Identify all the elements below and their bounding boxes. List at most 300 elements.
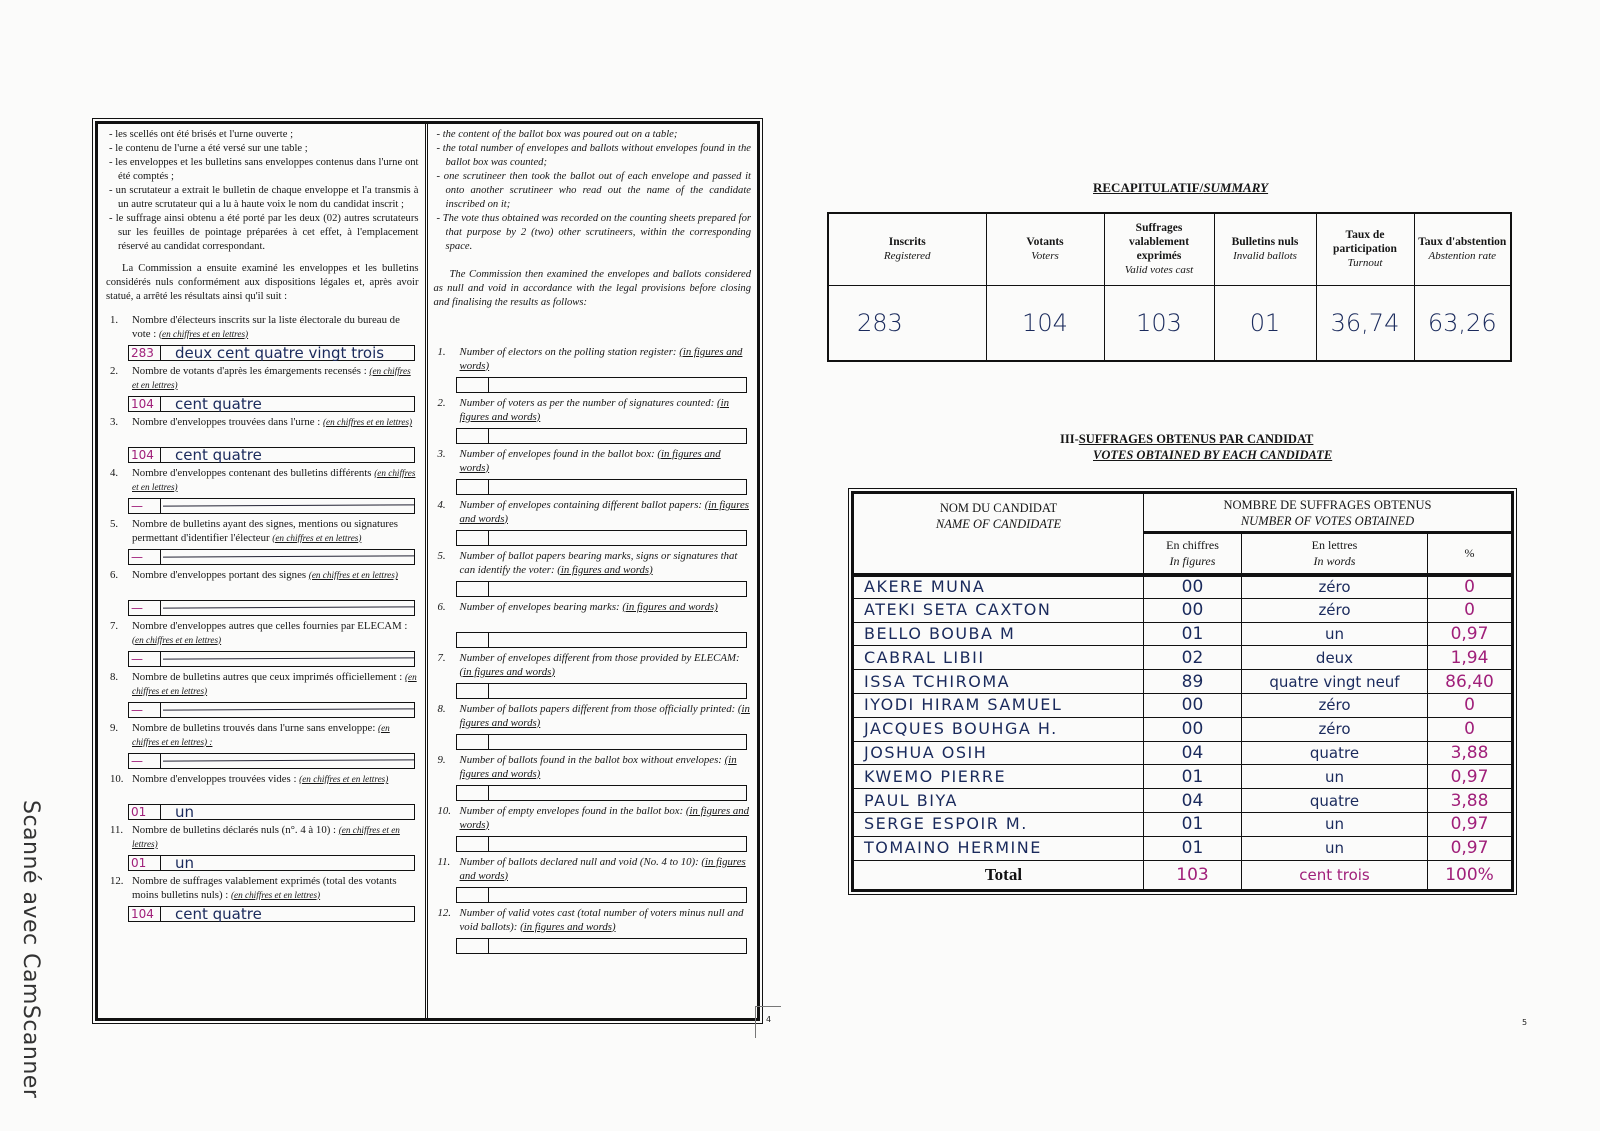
result-item [434, 754, 752, 805]
candidate-row [853, 598, 1513, 622]
item-text: Number of ballots found in the ballot box without envelopes: [459, 754, 722, 766]
procedure-bullet: - les enveloppes et les bulletins sans enveloppes contenus dans l'urne ont été comptés ; [106, 156, 419, 184]
answer-box[interactable] [456, 887, 748, 903]
item-number: 9. [110, 722, 119, 734]
item-text: Nombre d'enveloppes autres que celles fournies par ELECAM : [132, 620, 408, 632]
item-number: 1. [110, 314, 119, 326]
figures-field[interactable]: — [129, 601, 161, 615]
english-column [428, 124, 758, 1018]
answer-box[interactable] [128, 396, 415, 412]
candidate-row [853, 646, 1513, 670]
item-question [434, 448, 752, 475]
page-number-5: 5 [1522, 1018, 1528, 1027]
total-row [853, 860, 1513, 890]
item-number: 3. [110, 416, 119, 428]
item-number: 7. [437, 652, 446, 664]
item-question [106, 365, 419, 392]
figures-field[interactable] [457, 939, 489, 953]
votes-figures: 01 [1144, 622, 1242, 646]
item-question [434, 346, 752, 373]
votes-figures: 00 [1144, 598, 1242, 622]
figures-field[interactable]: — [129, 754, 161, 768]
item-question [434, 550, 752, 577]
item-text: Nombre d'enveloppes contenant des bulletins différents [132, 467, 372, 479]
answer-box[interactable] [128, 651, 415, 667]
words-field[interactable] [489, 633, 747, 647]
votes-percent: 0 [1428, 598, 1513, 622]
item-question [434, 601, 752, 615]
figures-field[interactable]: 104 [129, 907, 161, 921]
item-question [106, 416, 419, 430]
result-item [106, 824, 419, 875]
item-text: Nombre de suffrages valablement exprimés (total des votants moins bulletins nuls) : [132, 875, 397, 901]
item-question [434, 499, 752, 526]
candidate-name: KWEMO PIERRE [853, 765, 1144, 789]
words-field[interactable]: un [175, 854, 195, 872]
answer-box[interactable] [128, 498, 415, 514]
total-figures: 103 [1144, 860, 1242, 890]
candidate-name: IYODI HIRAM SAMUEL [853, 693, 1144, 717]
item-text: Nombre de bulletins autres que ceux imprimés officiellement : [132, 671, 403, 683]
item-question [434, 754, 752, 781]
result-item [434, 550, 752, 601]
votes-percent: 0,97 [1428, 622, 1513, 646]
item-question [434, 703, 752, 730]
item-number: 12. [437, 907, 451, 919]
votes-figures: 01 [1144, 836, 1242, 860]
answer-box[interactable] [456, 632, 748, 648]
summary-header-voters: Votants Voters [986, 213, 1104, 285]
votes-figures: 00 [1144, 575, 1242, 599]
item-text: Nombre d'enveloppes portant des signes [132, 569, 307, 581]
votes-words: deux [1242, 646, 1428, 670]
votes-words: un [1242, 765, 1428, 789]
item-hint: (in figures and words) [520, 920, 616, 933]
figures-field[interactable]: 01 [129, 856, 161, 870]
french-result-items [106, 314, 419, 926]
candidate-votes-table [851, 491, 1514, 892]
procedure-bullet: - one scrutineer then took the ballot out of each envelope and passed it onto another scrutineer who read out the name of the candidate inscribed on it; [434, 170, 752, 212]
result-item [434, 805, 752, 856]
candidate-name: TOMAINO HERMINE [853, 836, 1144, 860]
answer-box[interactable] [128, 345, 415, 361]
summary-title-en: SUMMARY [1203, 180, 1269, 195]
item-text: Nombre de bulletins ayant des signes, mentions ou signatures permettant d'identifier l'électeur [132, 518, 398, 544]
result-item [106, 314, 419, 365]
procedure-bullet: - the content of the ballot box was poured out on a table; [434, 128, 752, 142]
words-field[interactable] [489, 786, 747, 800]
votes-words: zéro [1242, 598, 1428, 622]
item-number: 11. [437, 856, 451, 868]
words-field[interactable]: deux cent quatre vingt trois [175, 344, 385, 362]
item-question [106, 824, 419, 851]
result-item [434, 601, 752, 652]
summary-header-invalid: Bulletins nuls Invalid ballots [1214, 213, 1316, 285]
item-hint: (en chiffres et en lettres) [132, 672, 417, 696]
votes-figures: 89 [1144, 670, 1242, 694]
words-field[interactable] [489, 837, 747, 851]
french-commission-paragraph: La Commission a ensuite examiné les enveloppes et les bulletins considérés nuls conformément aux dispositions légales et, après avoir statué, a arrêté les résultats ainsi qu'il suit : [106, 263, 419, 302]
words-field[interactable] [489, 888, 747, 902]
words-field[interactable] [489, 480, 747, 494]
procedure-bullet: - le suffrage ainsi obtenu a été porté par les deux (02) autres scrutateurs sur les feuilles de pointage préparées à cet effet, à l'emplacement réservé au candidat correspondant. [106, 212, 419, 254]
answer-box[interactable] [456, 938, 748, 954]
item-text: Nombre d'enveloppes trouvées dans l'urne : [132, 416, 321, 428]
candidates-section-title [1060, 431, 1332, 463]
candidate-name: ATEKI SETA CAXTON [853, 598, 1144, 622]
item-text: Number of valid votes cast (total number of voters minus null and void ballots): [459, 907, 744, 933]
words-field[interactable] [161, 499, 414, 513]
candidate-row [853, 575, 1513, 599]
item-text: Nombre de votants d'après les émargements recensés : [132, 365, 367, 377]
answer-box[interactable] [128, 702, 415, 718]
result-item [106, 620, 419, 671]
votes-words: quatre [1242, 789, 1428, 813]
item-text: Number of envelopes containing different ballot papers: [459, 499, 702, 511]
total-percent: 100% [1428, 860, 1513, 890]
valid-votes-value: 103 [1104, 285, 1214, 361]
procedure-bullet: - The vote thus obtained was recorded on the counting sheets prepared for that purpose by 2 (two) other scrutineers, within the corresponding space. [434, 212, 752, 254]
answer-box[interactable] [456, 836, 748, 852]
words-field[interactable] [489, 378, 747, 392]
words-field[interactable] [489, 429, 747, 443]
summary-values-row [828, 285, 1511, 361]
votes-percent: 3,88 [1428, 741, 1513, 765]
item-number: 5. [437, 550, 446, 562]
voters-value: 104 [986, 285, 1104, 361]
votes-words: quatre vingt neuf [1242, 670, 1428, 694]
camscanner-watermark: Scanné avec CamScanner [18, 800, 43, 1099]
result-item [434, 652, 752, 703]
summary-header-row [828, 213, 1511, 285]
item-hint: (en chiffres et en lettres) [132, 366, 411, 390]
item-hint: (en chiffres et en lettres) : [132, 723, 390, 747]
words-field[interactable] [161, 703, 414, 717]
votes-words: zéro [1242, 575, 1428, 599]
header-in-figures: En chiffres In figures [1144, 533, 1242, 575]
procedure-bullet: - les scellés ont été brisés et l'urne ouverte ; [106, 128, 419, 142]
item-hint: (en chiffres et en lettres) [132, 468, 416, 492]
summary-header-abstention: Taux d'abstention Abstention rate [1414, 213, 1511, 285]
item-hint: (en chiffres et en lettres) [132, 634, 222, 645]
item-number: 12. [110, 875, 124, 887]
votes-words: zéro [1242, 717, 1428, 741]
votes-figures: 00 [1144, 717, 1242, 741]
votes-words: un [1242, 836, 1428, 860]
left-page-form [95, 121, 760, 1021]
item-hint: (en chiffres et en lettres) [299, 774, 389, 784]
item-text: Number of empty envelopes found in the ballot box: [459, 805, 684, 817]
item-question [106, 518, 419, 545]
item-question [106, 314, 419, 341]
result-item [434, 703, 752, 754]
words-field[interactable]: un [175, 803, 195, 821]
item-number: 2. [437, 397, 446, 409]
result-item [106, 569, 419, 620]
item-hint: (in figures and words) [459, 805, 750, 831]
words-field[interactable] [161, 601, 414, 615]
words-field[interactable]: cent quatre [175, 446, 262, 464]
item-hint: (in figures and words) [459, 665, 555, 678]
votes-words: un [1242, 622, 1428, 646]
votes-percent: 0 [1428, 575, 1513, 599]
votes-percent: 3,88 [1428, 789, 1513, 813]
words-field[interactable] [489, 939, 747, 953]
english-commission-paragraph: The Commission then examined the envelopes and ballots considered as null and void in accordance with the legal provisions before closing and finalising the results as follows: [433, 269, 751, 308]
votes-percent: 1,94 [1428, 646, 1513, 670]
abstention-value: 63,26 [1414, 285, 1511, 361]
item-question [106, 671, 419, 698]
result-item [106, 518, 419, 569]
answer-box[interactable] [456, 581, 748, 597]
item-question [434, 397, 752, 424]
turnout-value: 36,74 [1316, 285, 1414, 361]
answer-box[interactable] [456, 428, 748, 444]
item-hint: (in figures and words) [459, 754, 737, 780]
item-number: 6. [437, 601, 446, 613]
english-result-items [434, 346, 752, 958]
item-question [106, 569, 419, 583]
figures-field[interactable] [457, 786, 489, 800]
item-hint: (en chiffres et en lettres) [308, 570, 398, 580]
item-number: 9. [437, 754, 446, 766]
answer-box[interactable] [456, 479, 748, 495]
header-percent: % [1428, 533, 1513, 575]
header-in-words: En lettres In words [1242, 533, 1428, 575]
words-field[interactable] [161, 652, 414, 666]
figures-field[interactable] [457, 735, 489, 749]
votes-percent: 0,97 [1428, 836, 1513, 860]
candidate-row [853, 622, 1513, 646]
figures-field[interactable] [457, 684, 489, 698]
page-number-4: 4 [755, 1006, 781, 1038]
candidate-name: PAUL BIYA [853, 789, 1144, 813]
item-question [106, 620, 419, 647]
result-item [106, 722, 419, 773]
result-item [434, 856, 752, 907]
figures-field[interactable]: 104 [129, 397, 161, 411]
candidate-row [853, 789, 1513, 813]
item-hint: (in figures and words) [459, 397, 729, 423]
answer-box[interactable] [128, 447, 415, 463]
result-item [434, 397, 752, 448]
item-text: Number of ballots papers different from those officially printed: [459, 703, 736, 715]
words-field[interactable] [161, 754, 414, 768]
item-question [106, 467, 419, 494]
figures-field[interactable]: — [129, 703, 161, 717]
words-field[interactable]: cent quatre [175, 905, 262, 923]
item-text: Nombre d'électeurs inscrits sur la liste électorale du bureau de vote : [132, 314, 400, 340]
candidate-row [853, 836, 1513, 860]
item-hint: (en chiffres et en lettres) [323, 417, 413, 427]
item-hint: (en chiffres et en lettres) [230, 889, 321, 900]
answer-box[interactable] [128, 549, 415, 565]
candidate-row [853, 670, 1513, 694]
answer-box[interactable] [456, 377, 748, 393]
item-text: Number of envelopes different from those provided by ELECAM: [459, 652, 740, 664]
words-field[interactable] [489, 735, 747, 749]
answer-box[interactable] [128, 906, 415, 922]
total-label: Total [853, 860, 1144, 890]
candidate-name: CABRAL LIBII [853, 646, 1144, 670]
item-text: Nombre d'enveloppes trouvées vides : [132, 773, 297, 785]
answer-box[interactable] [456, 734, 748, 750]
answer-box[interactable] [456, 785, 748, 801]
item-number: 7. [110, 620, 119, 632]
item-question [106, 875, 419, 902]
item-number: 2. [110, 365, 119, 377]
figures-field[interactable]: 283 [129, 346, 161, 360]
item-number: 5. [110, 518, 119, 530]
procedure-bullet: - le contenu de l'urne a été versé sur une table ; [106, 142, 419, 156]
votes-figures: 04 [1144, 789, 1242, 813]
item-question [434, 652, 752, 679]
item-text: Number of ballots declared null and void (No. 4 to 10): [459, 856, 699, 868]
figures-field[interactable] [457, 531, 489, 545]
candidate-row [853, 717, 1513, 741]
figures-field[interactable] [457, 480, 489, 494]
item-hint: (en chiffres et en lettres) [272, 532, 362, 543]
figures-field[interactable] [457, 888, 489, 902]
candidate-rows [853, 575, 1513, 891]
result-item [106, 773, 419, 824]
section-number: III- [1060, 432, 1079, 446]
item-question [106, 773, 419, 787]
votes-words: zéro [1242, 693, 1428, 717]
votes-percent: 86,40 [1428, 670, 1513, 694]
total-words: cent trois [1242, 860, 1428, 890]
votes-figures: 02 [1144, 646, 1242, 670]
answer-box[interactable] [128, 753, 415, 769]
votes-words: un [1242, 812, 1428, 836]
item-text: Number of envelopes found in the ballot box: [459, 448, 655, 460]
result-item [434, 448, 752, 499]
item-number: 8. [437, 703, 446, 715]
figures-field[interactable] [457, 429, 489, 443]
words-field[interactable]: cent quatre [175, 395, 262, 413]
candidate-name: ISSA TCHIROMA [853, 670, 1144, 694]
figures-field[interactable] [457, 378, 489, 392]
item-number: 8. [110, 671, 119, 683]
summary-title-fr: RECAPITULATIF/ [1093, 180, 1204, 195]
item-question [434, 805, 752, 832]
registered-value: 283 [828, 285, 986, 361]
table-header-row [853, 493, 1513, 533]
result-item [434, 346, 752, 397]
votes-figures: 01 [1144, 765, 1242, 789]
result-item [106, 875, 419, 926]
candidate-name: SERGE ESPOIR M. [853, 812, 1144, 836]
procedure-bullet: - un scrutateur a extrait le bulletin de chaque enveloppe et l'a transmis à un autre scrutateur qui a lu à haute voix le nom du candidat inscrit ; [106, 184, 419, 212]
result-item [106, 467, 419, 518]
procedure-bullet: - the total number of envelopes and ballots without envelopes found in the ballot box was counted; [434, 142, 752, 170]
item-text: Number of electors on the polling station register: [459, 346, 677, 358]
summary-header-valid-votes: Suffrages valablement exprimés Valid votes cast [1104, 213, 1214, 285]
result-item [106, 365, 419, 416]
figures-field[interactable] [457, 633, 489, 647]
item-number: 10. [110, 773, 124, 785]
figures-field[interactable]: 104 [129, 448, 161, 462]
votes-figures: 01 [1144, 812, 1242, 836]
item-number: 4. [437, 499, 446, 511]
candidate-row [853, 693, 1513, 717]
item-hint: (in figures and words) [459, 703, 750, 729]
item-hint: (in figures and words) [459, 448, 721, 474]
summary-header-turnout: Taux de participation Turnout [1316, 213, 1414, 285]
result-item [434, 499, 752, 550]
section-title-fr: SUFFRAGES OBTENUS PAR CANDIDAT [1078, 432, 1314, 446]
english-procedure-list [434, 128, 752, 254]
words-field[interactable] [489, 531, 747, 545]
votes-words: quatre [1242, 741, 1428, 765]
invalid-ballots-value: 01 [1214, 285, 1316, 361]
figures-field[interactable] [457, 837, 489, 851]
candidate-row [853, 765, 1513, 789]
answer-box[interactable] [456, 530, 748, 546]
item-hint: (en chiffres et en lettres) [132, 825, 400, 849]
words-field[interactable] [489, 684, 747, 698]
item-question [434, 907, 752, 934]
result-item [106, 416, 419, 467]
words-field[interactable] [161, 550, 414, 564]
result-item [434, 907, 752, 958]
item-text: Number of envelopes bearing marks: [459, 601, 620, 613]
item-hint: (in figures and words) [459, 856, 746, 882]
votes-percent: 0,97 [1428, 765, 1513, 789]
header-votes-obtained: NOMBRE DE SUFFRAGES OBTENUS NUMBER OF VOTES OBTAINED [1144, 493, 1513, 533]
votes-figures: 00 [1144, 693, 1242, 717]
summary-header-registered: Inscrits Registered [828, 213, 986, 285]
answer-box[interactable] [456, 683, 748, 699]
item-hint: (in figures and words) [459, 346, 743, 372]
votes-percent: 0,97 [1428, 812, 1513, 836]
figures-field[interactable]: — [129, 652, 161, 666]
section-title-en: VOTES OBTAINED BY EACH CANDIDATE [1093, 448, 1333, 462]
candidate-name: JACQUES BOUHGA H. [853, 717, 1144, 741]
item-question [106, 722, 419, 749]
answer-box[interactable] [128, 804, 415, 820]
item-hint: (in figures and words) [557, 563, 653, 576]
summary-table [827, 212, 1512, 362]
item-number: 10. [437, 805, 451, 817]
item-number: 11. [110, 824, 124, 836]
votes-percent: 0 [1428, 717, 1513, 741]
item-hint: (in figures and words) [459, 499, 749, 525]
item-hint: (en chiffres et en lettres) [159, 328, 249, 339]
item-text: Nombre de bulletins déclarés nuls (n°. 4 à 10) : [132, 824, 337, 836]
item-number: 1. [437, 346, 446, 358]
answer-box[interactable] [128, 855, 415, 871]
figures-field[interactable]: — [129, 550, 161, 564]
french-procedure-list [106, 128, 419, 254]
candidate-row [853, 812, 1513, 836]
answer-box[interactable] [128, 600, 415, 616]
figures-field[interactable] [457, 582, 489, 596]
candidate-name: BELLO BOUBA M [853, 622, 1144, 646]
item-question [434, 856, 752, 883]
candidate-name: JOSHUA OSIH [853, 741, 1144, 765]
figures-field[interactable]: — [129, 499, 161, 513]
item-hint: (in figures and words) [622, 601, 718, 613]
header-candidate-name: NOM DU CANDIDAT NAME OF CANDIDATE [853, 493, 1144, 575]
candidate-row [853, 741, 1513, 765]
words-field[interactable] [489, 582, 747, 596]
item-text: Number of voters as per the number of signatures counted: [459, 397, 715, 409]
figures-field[interactable]: 01 [129, 805, 161, 819]
french-column [98, 124, 428, 1018]
summary-title [1093, 180, 1268, 196]
result-item [106, 671, 419, 722]
